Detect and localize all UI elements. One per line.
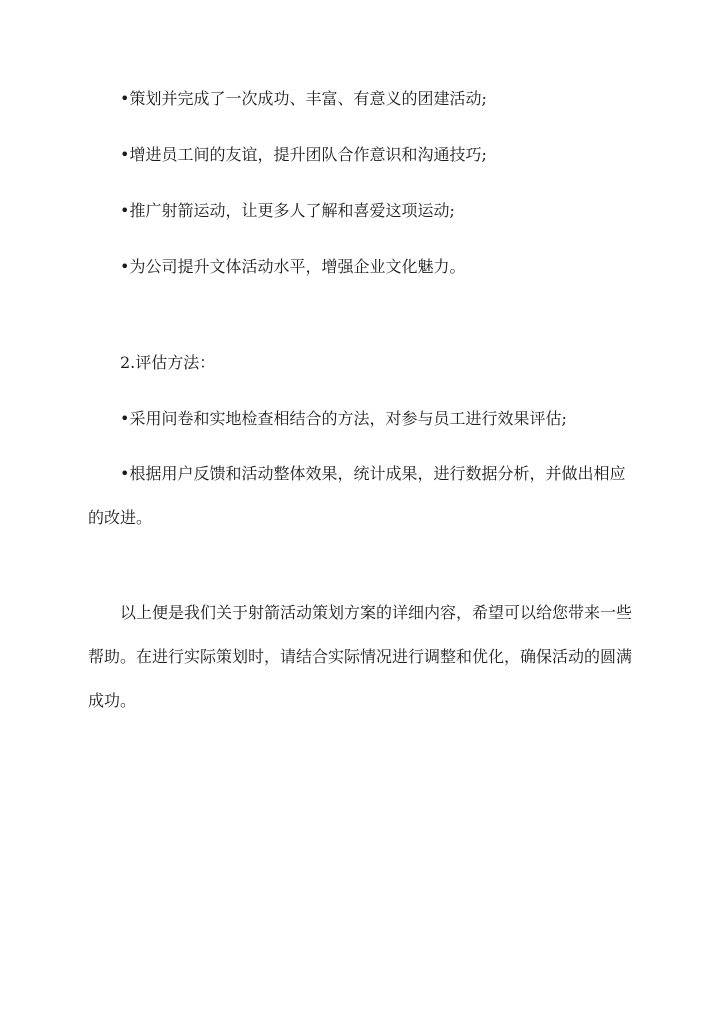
- goal-item-2: •增进员工间的友谊，提升团队合作意识和沟通技巧;: [120, 145, 487, 164]
- evaluation-item-1: •采用问卷和实地检查相结合的方法，对参与员工进行效果评估;: [120, 409, 567, 428]
- section-heading-evaluation: 2.评估方法：: [120, 353, 216, 372]
- conclusion-paragraph: 以上便是我们关于射箭活动策划方案的详细内容，希望可以给您带来一些帮助。在进行实际策划时，请结合实际情况进行调整和优化，确保活动的圆满成功。: [88, 603, 633, 710]
- evaluation-item-2: •根据用户反馈和活动整体效果，统计成果，进行数据分析，并做出相应的改进。: [88, 464, 626, 527]
- goal-item-1: •策划并完成了一次成功、丰富、有意义的团建活动;: [120, 89, 487, 108]
- goal-item-4: •为公司提升文体活动水平，增强企业文化魅力。: [120, 257, 466, 276]
- goal-item-3: •推广射箭运动，让更多人了解和喜爱这项运动;: [120, 201, 455, 220]
